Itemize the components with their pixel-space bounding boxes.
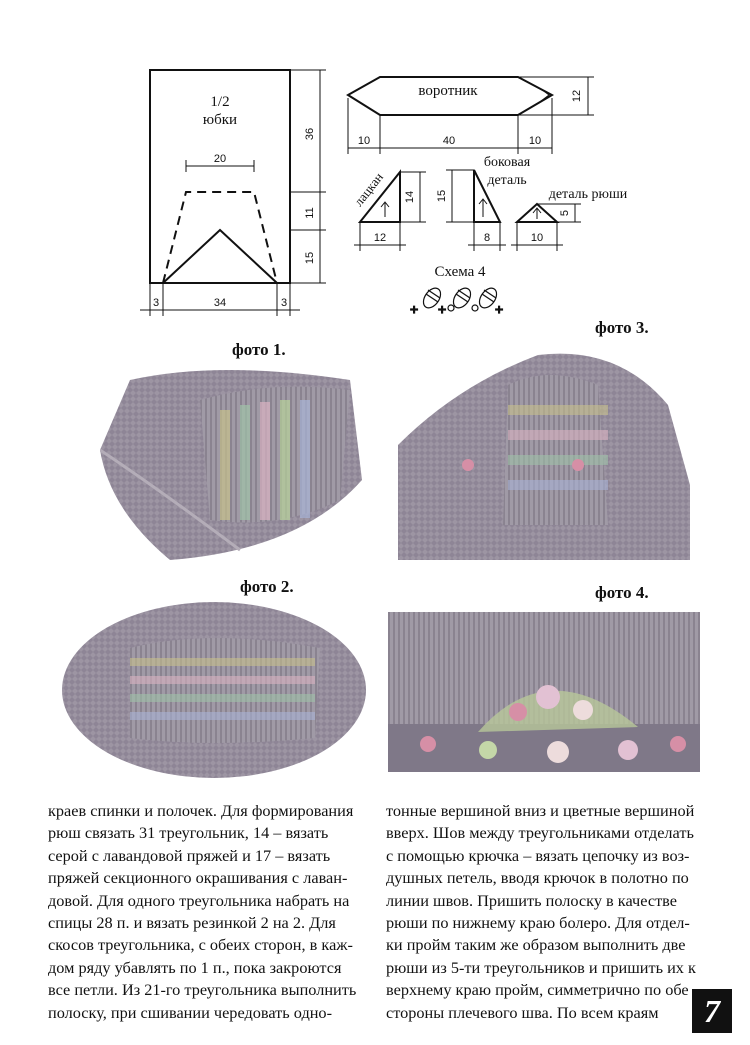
text-line: довой. Для одного треугольника набрать на xyxy=(48,890,350,910)
skirt-dim-lower: 15 xyxy=(304,251,316,265)
text-line: полоску, при сшивании чередовать одно- xyxy=(48,1002,332,1022)
skirt-triangle xyxy=(163,230,277,283)
skirt-dim-mid: 11 xyxy=(304,207,316,219)
text-line: рюши по нижнему краю болеро. Для отдел- xyxy=(386,913,690,933)
scheme-label: Схема 4 xyxy=(434,264,486,280)
ruffle-dim-width: 10 xyxy=(530,232,544,244)
text-line: спицы 28 п. и вязать резинкой 2 на 2. Для xyxy=(48,913,336,933)
text-line: рюши из 5-ти треугольников и пришить их к xyxy=(386,957,696,977)
side-dim-width: 8 xyxy=(483,232,491,244)
svg-text:+: + xyxy=(410,301,419,317)
text-column-left xyxy=(48,800,371,1024)
caption-photo-3: фото 3. xyxy=(595,318,649,337)
page-number: 7 xyxy=(692,989,732,1033)
text-line: ки пройм таким же образом выполнить две xyxy=(386,935,686,955)
text-line: верхнему краю пройм, симметрично по обе xyxy=(386,980,689,1000)
text-line: вверх. Шов между треугольниками отделать xyxy=(386,823,694,843)
text-line: дом ряду убавлять по 1 п., пока закроются xyxy=(48,957,342,977)
lapel-label: лацкан xyxy=(350,169,387,209)
side-dim-height: 15 xyxy=(436,189,448,203)
ruffle-label: деталь рюши xyxy=(548,187,628,202)
text-column-right xyxy=(386,800,706,1024)
caption-photo-4: фото 4. xyxy=(595,583,649,602)
skirt-dim-right: 3 xyxy=(280,297,288,309)
skirt-title-2: юбки xyxy=(202,112,238,128)
lapel-dim-width: 12 xyxy=(373,232,387,244)
text-line: рюш связать 31 треугольник, 14 – вязать xyxy=(48,823,329,843)
photo-1 xyxy=(100,360,362,565)
text-line: скосов треугольника, с обеих сторон, в каж- xyxy=(48,935,353,955)
svg-text:+: + xyxy=(495,301,504,317)
text-line: линии швов. Пришить полоску в качестве xyxy=(386,890,678,910)
caption-photo-2: фото 2. xyxy=(240,577,294,596)
text-line: с помощью крючка – вязать цепочку из воз- xyxy=(386,845,690,865)
collar-label: воротник xyxy=(418,83,478,99)
text-line: пряжей секционного окрашивания с лаван- xyxy=(48,868,348,888)
ruffle-dim-height: 5 xyxy=(559,209,571,217)
text-line: все петли. Из 21-го треугольника выполнить xyxy=(48,980,357,1000)
text-line: краев спинки и полочек. Для формирования xyxy=(48,801,354,820)
svg-text:+: + xyxy=(438,301,447,317)
collar-dim-left: 10 xyxy=(357,135,371,147)
skirt-dashed-cut xyxy=(163,192,277,283)
pattern-diagram xyxy=(0,0,750,320)
skirt-dim-left: 3 xyxy=(152,297,160,309)
collar-dim-right: 10 xyxy=(528,135,542,147)
scheme-symbols xyxy=(410,285,503,317)
caption-photo-1: фото 1. xyxy=(232,340,286,359)
text-line: тонные вершиной вниз и цветные вершиной xyxy=(386,801,695,820)
collar-dim-height: 12 xyxy=(571,89,583,103)
photo-4 xyxy=(388,612,700,772)
skirt-dim-bottom: 34 xyxy=(213,297,227,309)
skirt-dim-height: 36 xyxy=(304,127,316,141)
skirt-title-1: 1/2 xyxy=(210,94,230,110)
text-line: серой с лавандовой пряжей и 17 – вязать xyxy=(48,845,331,865)
collar-dim-middle: 40 xyxy=(442,135,456,147)
lapel-dim-height: 14 xyxy=(404,190,416,204)
text-line: душных петель, вводя крючок в полотно по xyxy=(386,868,689,888)
text-line: стороны плечевого шва. По всем краям xyxy=(386,1002,659,1022)
side-label-1: боковая xyxy=(483,155,531,170)
skirt-dim-top: 20 xyxy=(213,153,227,165)
side-label-2: деталь xyxy=(487,173,527,188)
photo-2 xyxy=(60,598,368,780)
photo-3 xyxy=(398,345,690,560)
